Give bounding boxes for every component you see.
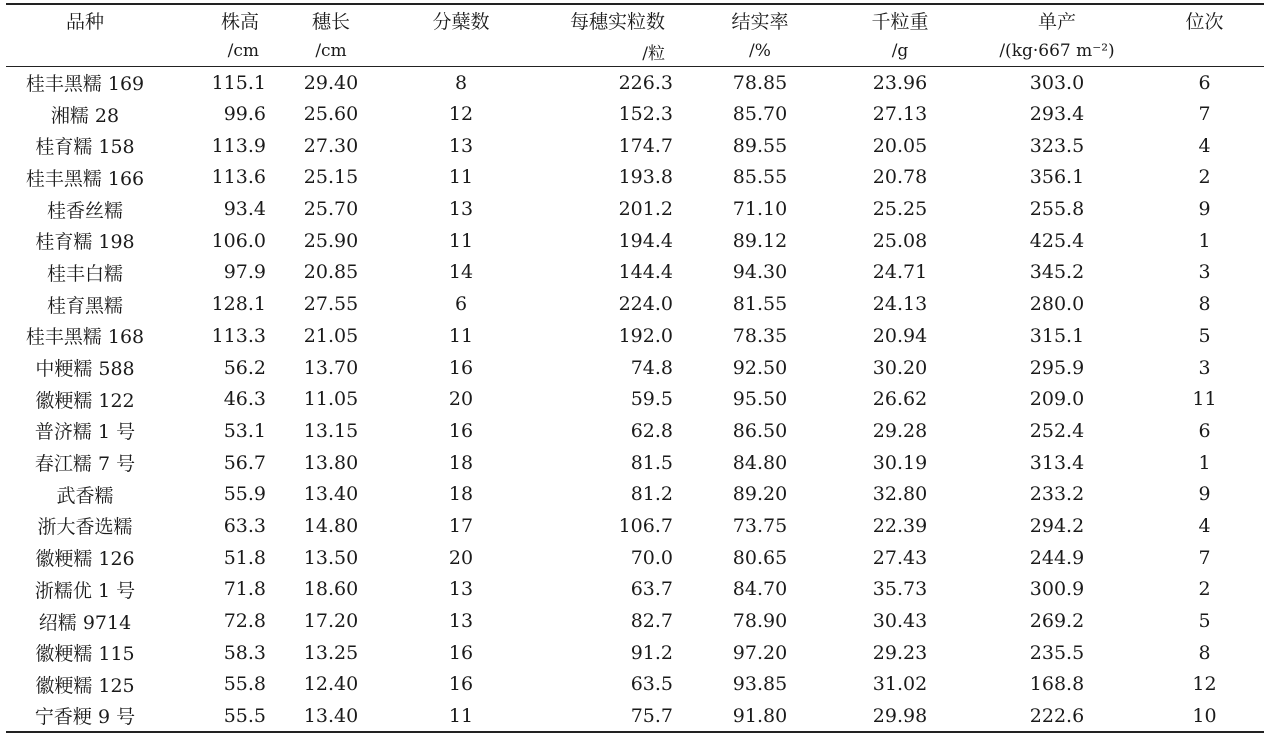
cell-yield: 235.5 <box>1029 641 1085 664</box>
cell-thousand-grain-weight: 31.02 <box>872 673 928 696</box>
cell-yield: 345.2 <box>1029 261 1085 284</box>
cell-seed-setting-rate: 92.50 <box>732 356 788 379</box>
cell-plant-height: 115.1 <box>211 71 266 94</box>
cell-tiller-number: 6 <box>454 293 468 316</box>
cell-tiller-number: 11 <box>448 229 474 252</box>
cell-seed-setting-rate: 93.85 <box>732 673 788 696</box>
header-grains-per-panicle: 每穗实粒数 <box>527 4 689 36</box>
cell-thousand-grain-weight: 29.23 <box>872 641 928 664</box>
table-body <box>6 67 1264 732</box>
cell-yield: 269.2 <box>1029 610 1085 633</box>
cell-seed-setting-rate: 97.20 <box>732 641 788 664</box>
cell-seed-setting-rate: 94.30 <box>732 261 788 284</box>
header-rank-unit <box>1145 36 1264 67</box>
cell-tiller-number: 13 <box>448 610 474 633</box>
cell-rank: 1 <box>1198 451 1211 474</box>
table-row <box>6 225 1264 257</box>
cell-seed-setting-rate: 89.55 <box>732 134 788 157</box>
cell-plant-height: 53.1 <box>223 419 266 442</box>
cell-variety: 武香糯 <box>56 484 114 507</box>
table-row <box>6 352 1264 384</box>
header-variety-unit <box>6 36 164 67</box>
header-yield-unit: /(kg·667 m⁻²) <box>969 36 1145 67</box>
cell-rank: 12 <box>1192 673 1217 696</box>
cell-tiller-number: 17 <box>448 514 474 537</box>
cell-yield: 168.8 <box>1029 673 1085 696</box>
cell-seed-setting-rate: 80.65 <box>732 546 788 569</box>
cell-yield: 280.0 <box>1029 293 1085 316</box>
cell-plant-height: 71.8 <box>223 578 266 601</box>
cell-plant-height: 113.9 <box>211 134 266 157</box>
cell-seed-setting-rate: 78.90 <box>732 610 788 633</box>
cell-seed-setting-rate: 84.70 <box>732 578 788 601</box>
header-tiller-number: 分蘖数 <box>395 4 527 36</box>
cell-thousand-grain-weight: 27.43 <box>872 546 928 569</box>
header-plant-height: 株高 <box>164 4 267 36</box>
data-table <box>6 3 1264 733</box>
header-grains-per-panicle-unit: /粒 <box>527 36 689 67</box>
cell-tiller-number: 8 <box>454 71 468 94</box>
cell-yield: 313.4 <box>1029 451 1085 474</box>
cell-tiller-number: 20 <box>448 388 474 411</box>
table-row <box>6 162 1264 194</box>
cell-grains-per-panicle: 70.0 <box>630 546 673 569</box>
header-thousand-grain-weight: 千粒重 <box>831 4 969 36</box>
cell-seed-setting-rate: 84.80 <box>732 451 788 474</box>
cell-plant-height: 97.9 <box>223 261 266 284</box>
table-row <box>6 257 1264 289</box>
cell-variety: 徽粳糯 126 <box>35 548 135 571</box>
cell-thousand-grain-weight: 20.78 <box>872 166 928 189</box>
cell-seed-setting-rate: 81.55 <box>732 293 788 316</box>
cell-seed-setting-rate: 86.50 <box>732 419 788 442</box>
cell-yield: 209.0 <box>1029 388 1085 411</box>
cell-rank: 7 <box>1198 103 1211 126</box>
cell-variety: 桂丰黑糯 169 <box>25 73 145 96</box>
cell-variety: 桂丰白糯 <box>46 262 123 285</box>
cell-variety: 绍糯 9714 <box>38 611 132 634</box>
cell-tiller-number: 18 <box>448 451 474 474</box>
cell-rank: 2 <box>1198 578 1211 601</box>
cell-plant-height: 56.7 <box>223 451 266 474</box>
cell-tiller-number: 13 <box>448 134 474 157</box>
cell-panicle-length: 12.40 <box>303 673 359 696</box>
header-panicle-length-unit: /cm <box>267 36 395 67</box>
cell-panicle-length: 13.15 <box>303 419 359 442</box>
cell-variety: 徽粳糯 125 <box>35 674 135 697</box>
cell-variety: 徽粳糯 122 <box>35 389 135 412</box>
cell-panicle-length: 25.70 <box>303 198 359 221</box>
cell-yield: 315.1 <box>1029 324 1085 347</box>
cell-thousand-grain-weight: 29.28 <box>872 419 928 442</box>
table-header <box>6 4 1264 67</box>
cell-rank: 8 <box>1198 641 1211 664</box>
table-row <box>6 67 1264 99</box>
cell-plant-height: 99.6 <box>223 103 266 126</box>
header-thousand-grain-weight-unit: /g <box>831 36 969 67</box>
table-row <box>6 447 1264 479</box>
cell-grains-per-panicle: 106.7 <box>618 514 673 537</box>
cell-yield: 303.0 <box>1029 71 1085 94</box>
cell-grains-per-panicle: 192.0 <box>618 324 673 347</box>
cell-rank: 7 <box>1198 546 1211 569</box>
cell-plant-height: 63.3 <box>223 514 266 537</box>
cell-seed-setting-rate: 89.20 <box>732 483 788 506</box>
table-row <box>6 542 1264 574</box>
cell-grains-per-panicle: 144.4 <box>618 261 673 284</box>
cell-thousand-grain-weight: 35.73 <box>872 578 928 601</box>
cell-variety: 桂育糯 158 <box>35 136 135 159</box>
cell-grains-per-panicle: 63.5 <box>630 673 673 696</box>
table-row <box>6 193 1264 225</box>
cell-grains-per-panicle: 82.7 <box>630 610 673 633</box>
cell-thousand-grain-weight: 24.13 <box>872 293 928 316</box>
cell-thousand-grain-weight: 30.43 <box>872 610 928 633</box>
cell-yield: 323.5 <box>1029 134 1085 157</box>
cell-grains-per-panicle: 81.5 <box>630 451 673 474</box>
table-row <box>6 415 1264 447</box>
cell-tiller-number: 11 <box>448 324 474 347</box>
cell-grains-per-panicle: 174.7 <box>618 134 673 157</box>
cell-rank: 11 <box>1192 388 1217 411</box>
cell-rank: 4 <box>1198 514 1211 537</box>
cell-variety: 桂丰黑糯 166 <box>25 167 145 190</box>
cell-plant-height: 93.4 <box>223 198 266 221</box>
cell-tiller-number: 11 <box>448 166 474 189</box>
cell-grains-per-panicle: 81.2 <box>630 483 673 506</box>
cell-plant-height: 128.1 <box>211 293 266 316</box>
cell-grains-per-panicle: 63.7 <box>630 578 673 601</box>
cell-yield: 425.4 <box>1029 229 1085 252</box>
cell-plant-height: 55.8 <box>223 673 266 696</box>
cell-plant-height: 55.5 <box>164 700 267 732</box>
header-seed-setting-rate-unit: /% <box>689 36 831 67</box>
cell-grains-per-panicle: 59.5 <box>630 388 673 411</box>
cell-seed-setting-rate: 78.35 <box>732 324 788 347</box>
cell-grains-per-panicle: 201.2 <box>618 198 673 221</box>
cell-grains-per-panicle: 226.3 <box>618 71 673 94</box>
cell-yield: 233.2 <box>1029 483 1085 506</box>
cell-panicle-length: 13.70 <box>303 356 359 379</box>
cell-grains-per-panicle: 75.7 <box>527 700 689 732</box>
cell-plant-height: 55.9 <box>223 483 266 506</box>
cell-tiller-number: 12 <box>448 103 474 126</box>
cell-thousand-grain-weight: 20.94 <box>872 324 928 347</box>
cell-variety: 浙大香选糯 <box>37 516 133 539</box>
cell-thousand-grain-weight: 25.08 <box>872 229 928 252</box>
table-row <box>6 574 1264 606</box>
cell-tiller-number: 16 <box>448 673 474 696</box>
cell-thousand-grain-weight: 23.96 <box>872 71 928 94</box>
cell-rank: 5 <box>1198 324 1211 347</box>
cell-seed-setting-rate: 73.75 <box>732 514 788 537</box>
cell-plant-height: 113.3 <box>211 324 266 347</box>
table-row <box>6 98 1264 130</box>
cell-thousand-grain-weight: 32.80 <box>872 483 928 506</box>
cell-variety: 春江糯 7 号 <box>34 453 136 476</box>
cell-yield: 294.2 <box>1029 514 1085 537</box>
table-row <box>6 510 1264 542</box>
cell-plant-height: 46.3 <box>223 388 266 411</box>
cell-rank: 10 <box>1145 700 1264 732</box>
cell-panicle-length: 14.80 <box>303 514 359 537</box>
cell-yield: 300.9 <box>1029 578 1085 601</box>
cell-panicle-length: 25.60 <box>303 103 359 126</box>
cell-panicle-length: 21.05 <box>303 324 359 347</box>
cell-panicle-length: 18.60 <box>303 578 359 601</box>
cell-yield: 255.8 <box>1029 198 1085 221</box>
header-panicle-length: 穗长 <box>267 4 395 36</box>
cell-rank: 4 <box>1198 134 1211 157</box>
header-variety: 品种 <box>6 4 164 36</box>
cell-panicle-length: 27.30 <box>303 134 359 157</box>
cell-grains-per-panicle: 224.0 <box>618 293 673 316</box>
header-seed-setting-rate: 结实率 <box>689 4 831 36</box>
cell-tiller-number: 16 <box>448 356 474 379</box>
cell-grains-per-panicle: 194.4 <box>618 229 673 252</box>
cell-panicle-length: 25.15 <box>303 166 359 189</box>
cell-variety: 桂育糯 198 <box>35 231 135 254</box>
cell-rank: 1 <box>1198 229 1211 252</box>
cell-panicle-length: 13.80 <box>303 451 359 474</box>
cell-variety: 浙糯优 1 号 <box>34 579 136 602</box>
cell-variety: 宁香粳 9 号 <box>6 700 164 732</box>
cell-tiller-number: 13 <box>448 198 474 221</box>
cell-rank: 3 <box>1198 261 1211 284</box>
cell-variety: 桂香丝糯 <box>46 199 123 222</box>
cell-plant-height: 56.2 <box>223 356 266 379</box>
cell-variety: 徽粳糯 115 <box>35 643 135 666</box>
cell-seed-setting-rate: 95.50 <box>732 388 788 411</box>
cell-panicle-length: 29.40 <box>303 71 359 94</box>
cell-grains-per-panicle: 193.8 <box>618 166 673 189</box>
cell-plant-height: 113.6 <box>211 166 266 189</box>
cell-variety: 普济糯 1 号 <box>34 421 136 444</box>
header-rank: 位次 <box>1145 4 1264 36</box>
cell-thousand-grain-weight: 20.05 <box>872 134 928 157</box>
cell-thousand-grain-weight: 22.39 <box>872 514 928 537</box>
table-row <box>6 669 1264 701</box>
cell-tiller-number: 16 <box>448 641 474 664</box>
cell-panicle-length: 20.85 <box>303 261 359 284</box>
cell-yield: 356.1 <box>1029 166 1085 189</box>
cell-seed-setting-rate: 89.12 <box>732 229 788 252</box>
cell-thousand-grain-weight: 26.62 <box>872 388 928 411</box>
cell-yield: 222.6 <box>969 700 1145 732</box>
cell-tiller-number: 18 <box>448 483 474 506</box>
table-row <box>6 288 1264 320</box>
table-row <box>6 605 1264 637</box>
cell-plant-height: 72.8 <box>223 610 266 633</box>
cell-thousand-grain-weight: 30.19 <box>872 451 928 474</box>
cell-grains-per-panicle: 91.2 <box>630 641 673 664</box>
cell-panicle-length: 27.55 <box>303 293 359 316</box>
cell-seed-setting-rate: 71.10 <box>732 198 788 221</box>
cell-panicle-length: 13.25 <box>303 641 359 664</box>
table-row <box>6 478 1264 510</box>
cell-thousand-grain-weight: 25.25 <box>872 198 928 221</box>
cell-tiller-number: 16 <box>448 419 474 442</box>
cell-tiller-number: 11 <box>395 700 527 732</box>
cell-yield: 295.9 <box>1029 356 1085 379</box>
cell-panicle-length: 25.90 <box>303 229 359 252</box>
cell-seed-setting-rate: 91.80 <box>689 700 831 732</box>
cell-plant-height: 58.3 <box>223 641 266 664</box>
table-row <box>6 130 1264 162</box>
header-tiller-number-unit <box>395 36 527 67</box>
header-plant-height-unit: /cm <box>164 36 267 67</box>
cell-seed-setting-rate: 78.85 <box>732 71 788 94</box>
cell-seed-setting-rate: 85.70 <box>732 103 788 126</box>
cell-rank: 2 <box>1198 166 1211 189</box>
cell-panicle-length: 11.05 <box>303 388 359 411</box>
cell-rank: 9 <box>1198 198 1211 221</box>
table-row <box>6 383 1264 415</box>
cell-panicle-length: 13.50 <box>303 546 359 569</box>
cell-seed-setting-rate: 85.55 <box>732 166 788 189</box>
cell-tiller-number: 20 <box>448 546 474 569</box>
cell-rank: 6 <box>1198 71 1211 94</box>
cell-thousand-grain-weight: 27.13 <box>872 103 928 126</box>
cell-plant-height: 51.8 <box>223 546 266 569</box>
cell-rank: 6 <box>1198 419 1211 442</box>
table-row <box>6 637 1264 669</box>
cell-rank: 5 <box>1198 610 1211 633</box>
cell-rank: 3 <box>1198 356 1211 379</box>
cell-grains-per-panicle: 62.8 <box>630 419 673 442</box>
cell-rank: 8 <box>1198 293 1211 316</box>
cell-variety: 中粳糯 588 <box>35 358 135 381</box>
cell-rank: 9 <box>1198 483 1211 506</box>
cell-plant-height: 106.0 <box>211 229 266 252</box>
cell-variety: 桂丰黑糯 168 <box>25 326 145 349</box>
cell-tiller-number: 13 <box>448 578 474 601</box>
cell-yield: 244.9 <box>1029 546 1085 569</box>
cell-panicle-length: 13.40 <box>267 700 395 732</box>
cell-yield: 252.4 <box>1029 419 1085 442</box>
cell-yield: 293.4 <box>1029 103 1085 126</box>
cell-grains-per-panicle: 74.8 <box>630 356 673 379</box>
cell-grains-per-panicle: 152.3 <box>618 103 673 126</box>
cell-thousand-grain-weight: 29.98 <box>831 700 969 732</box>
cell-thousand-grain-weight: 30.20 <box>872 356 928 379</box>
cell-tiller-number: 14 <box>448 261 474 284</box>
cell-variety: 桂育黑糯 <box>46 294 123 317</box>
cell-panicle-length: 13.40 <box>303 483 359 506</box>
cell-thousand-grain-weight: 24.71 <box>872 261 928 284</box>
cell-variety: 湘糯 28 <box>50 104 120 127</box>
header-yield: 单产 <box>969 4 1145 36</box>
cell-panicle-length: 17.20 <box>303 610 359 633</box>
table-row <box>6 700 1264 732</box>
table-row <box>6 320 1264 352</box>
